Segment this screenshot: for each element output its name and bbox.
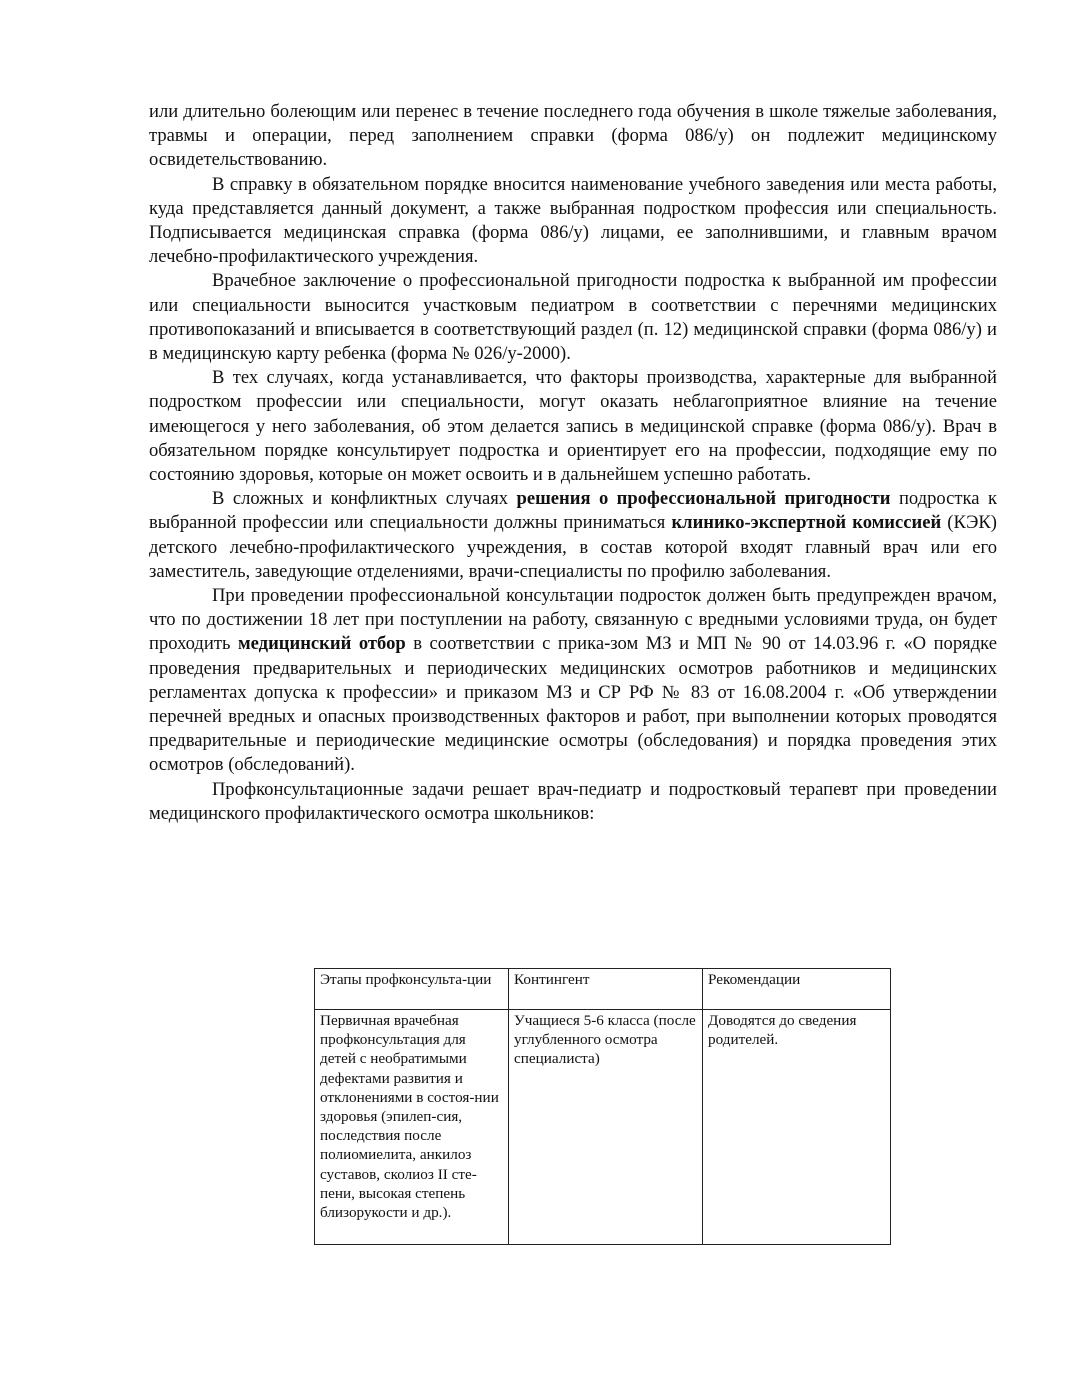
- table-header-cell: Рекомендации: [703, 969, 891, 1010]
- text-run: Профконсультационные задачи решает врач-педиатр и подростковый терапевт при проведении медицинского профилактического осмотра школьников:: [149, 778, 997, 824]
- consultation-table: [314, 968, 891, 1245]
- bold-text-run: клинико-экспертной комиссией: [671, 512, 942, 534]
- text-run: При проведении профессиональной консультации подросток должен быть предупрежден врачом, что по достижении 18 лет при поступлении на работу, связанную с вредными условиями труда, он будет проходить: [149, 585, 997, 655]
- paragraph: [149, 487, 997, 584]
- text-run: В сложных и конфликтных случаях: [212, 488, 517, 510]
- document-body: [149, 100, 997, 826]
- text-run: Врачебное заключение о профессиональной пригодности подростка к выбранной им профессии или специальности выносится участковым педиатром в соответствии с перечнями медицинских противопоказаний и вписывается в соответствующий раздел (п. 12) медицинской справки (форма 086/у) и в медицинскую карту ребенка (форма № 026/у-2000).: [149, 270, 997, 365]
- table-cell: Первичная врачебная профконсультация для детей с необратимыми дефектами развития и отклонениями в состоя-нии здоровья (эпилеп-сия, последствия после полиомиелита, анкилоз суставов, сколиоз II сте-пени, высокая степень близорукости и др.).: [315, 1010, 509, 1245]
- text-run: В тех случаях, когда устанавливается, что факторы производства, характерные для выбранной подростком профессии или специальности, могут оказать неблагоприятное влияние на течение имеющегося у него заболевания, об этом делается запись в медицинской справке (форма 086/у). Врач в обязательном порядке консультирует подростка и ориентирует его на профессии, подходящие ему по состоянию здоровья, которые он может освоить и в дальнейшем успешно работать.: [149, 367, 997, 486]
- text-run: или длительно болеющим или перенес в течение последнего года обучения в школе тяжелые заболевания, травмы и операции, перед заполнением справки (форма 086/у) он подлежит медицинскому освидетельствованию.: [149, 101, 997, 171]
- paragraph: [149, 173, 997, 270]
- text-run: подростка к выбранной профессии или специальности должны приниматься: [149, 488, 998, 534]
- paragraph: [149, 100, 997, 173]
- paragraph: [149, 269, 997, 366]
- table-cell: Учащиеся 5-6 класса (после углубленного осмотра специалиста): [509, 1010, 703, 1245]
- text-run: (КЭК) детского лечебно-профилактического учреждения, в состав которой входят главный врач или его заместитель, заведующие отделениями, врачи-специалисты по профилю заболевания.: [149, 512, 997, 582]
- bold-text-run: медицинский отбор: [237, 633, 406, 655]
- table-header-cell: Контингент: [509, 969, 703, 1010]
- paragraph: [149, 584, 997, 778]
- bold-text-run: решения о профессиональной пригодности: [516, 488, 891, 510]
- paragraph: [149, 778, 997, 826]
- table-cell: Доводятся до сведения родителей.: [703, 1010, 891, 1245]
- table-header-row: [315, 969, 891, 1010]
- text-run: в соответствии с прика-зом МЗ и МП № 90 от 14.03.96 г. «О порядке проведения предварительных и периодических медицинских осмотров работников и медицинских регламентах допуска к профессии» и приказом МЗ и СР РФ № 83 от 16.08.2004 г. «Об утверждении перечней вредных и опасных производственных факторов и работ, при выполнении которых проводятся предварительные и периодические медицинские осмотры (обследования) и порядка проведения этих осмотров (обследований).: [149, 633, 997, 776]
- table-header-cell: Этапы профконсульта-ции: [315, 969, 509, 1010]
- text-run: В справку в обязательном порядке вносится наименование учебного заведения или места работы, куда представляется данный документ, а также выбранная подростком профессия или специальность. Подписывается медицинская справка (форма 086/у) лицами, ее заполнившими, и главным врачом лечебно-профилактического учреждения.: [149, 173, 997, 268]
- paragraph: [149, 366, 997, 487]
- table-row: [315, 1010, 891, 1245]
